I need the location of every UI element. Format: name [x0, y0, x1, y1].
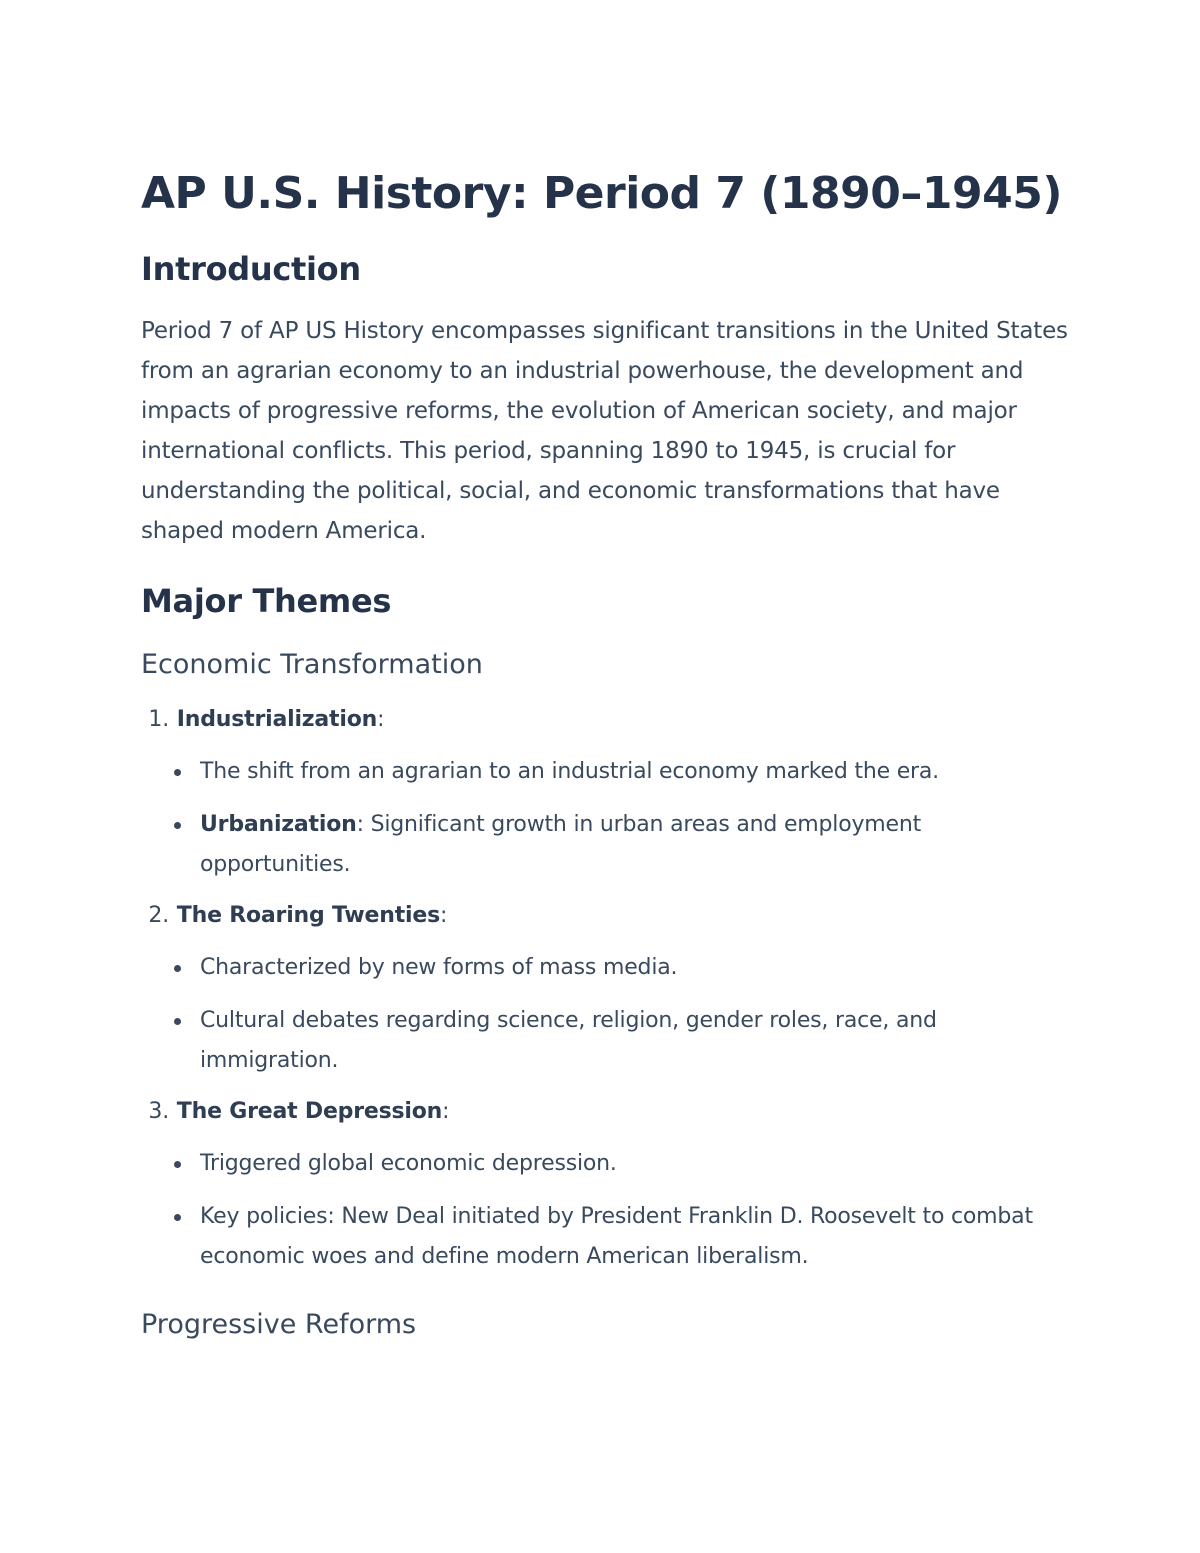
list-item-title: Industrialization: [176, 707, 378, 732]
bullet-item: [141, 805, 1071, 885]
bullet-icon: [174, 1214, 181, 1221]
bullet-item: [141, 948, 1071, 988]
page-title: AP U.S. History: Period 7 (1890–1945): [141, 168, 1062, 219]
bullet-text: Key policies: New Deal initiated by President Franklin D. Roosevelt to combat economic woes and define modern American liberalism.: [200, 1204, 1033, 1269]
major-themes-heading: Major Themes: [141, 582, 392, 620]
bullet-list: [141, 1144, 1071, 1277]
bullet-list: [141, 752, 1071, 885]
bullet-text: Cultural debates regarding science, religion, gender roles, race, and immigration.: [200, 1008, 937, 1073]
bullet-text: The shift from an agrarian to an industrial economy marked the era.: [200, 759, 939, 784]
economic-transformation-heading: Economic Transformation: [141, 649, 483, 680]
bullet-text: Characterized by new forms of mass media.: [200, 955, 678, 980]
bullet-icon: [174, 1161, 181, 1168]
bullet-bold-text: Urbanization: [200, 812, 357, 837]
economic-themes-list: [141, 703, 1071, 1277]
bullet-icon: [174, 822, 181, 829]
list-item-colon: :: [439, 903, 448, 928]
introduction-paragraph: Period 7 of AP US History encompasses significant transitions in the United States from an agrarian economy to an industrial powerhouse, the development and impacts of progressive reforms, the evolution of American society, and major international conflicts. This period, spanning 1890 to 1945, is crucial for understanding the political, social, and economic transformations that have shaped modern America.: [141, 318, 1068, 544]
bullet-list: [141, 948, 1071, 1081]
list-item-colon: :: [442, 1099, 450, 1124]
list-item: [141, 899, 1071, 1081]
list-item-number: 3.: [148, 1099, 169, 1124]
list-item-number: 2.: [148, 903, 169, 928]
introduction-heading: Introduction: [141, 250, 361, 288]
bullet-text: Triggered global economic depression.: [200, 1151, 617, 1176]
list-item-colon: :: [377, 707, 385, 732]
bullet-icon: [174, 1018, 181, 1025]
list-item: [141, 1095, 1071, 1277]
list-item-heading: [141, 899, 1071, 933]
bullet-item: [141, 1001, 1071, 1081]
bullet-item: [141, 1197, 1071, 1277]
list-item-title: The Great Depression: [176, 1099, 443, 1124]
bullet-icon: [174, 769, 181, 776]
list-item-heading: [141, 703, 1071, 737]
bullet-icon: [174, 965, 181, 972]
list-item: [141, 703, 1071, 885]
bullet-item: [141, 1144, 1071, 1184]
list-item-heading: [141, 1095, 1071, 1129]
list-item-title: The Roaring Twenties: [176, 903, 440, 928]
progressive-reforms-heading: Progressive Reforms: [141, 1309, 417, 1340]
bullet-text: : Significant growth in urban areas and employment opportunities.: [200, 812, 922, 877]
document-page: [141, 166, 1071, 1343]
bullet-item: [141, 752, 1071, 792]
list-item-number: 1.: [148, 707, 169, 732]
